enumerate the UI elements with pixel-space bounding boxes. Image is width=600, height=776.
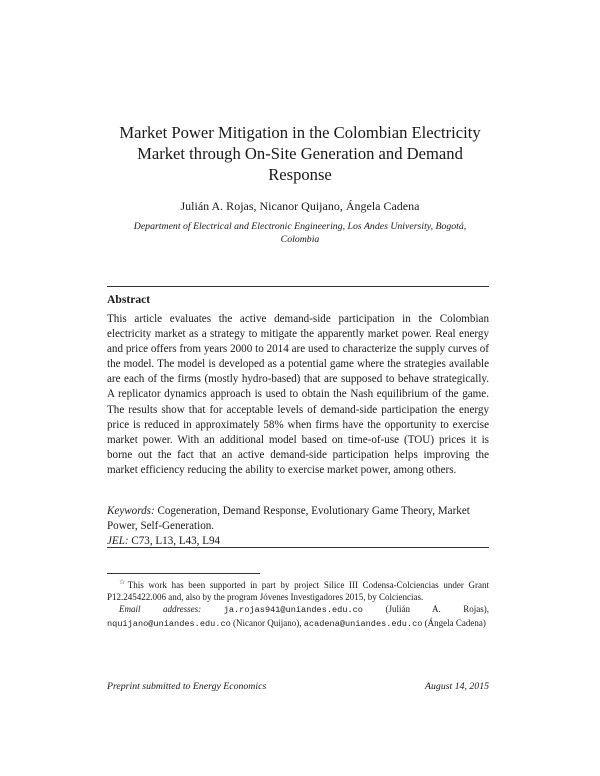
jel-codes: C73, L13, L43, L94 <box>131 535 221 548</box>
jel-label: JEL: <box>107 535 129 548</box>
abstract-body: This article evaluates the active demand-side participation in the Colombian electricity market as a strategy to mitigate the apparently market power. Real energy and price offers from years 2000 to 2014 are used to characterize the supply curves of the model. The model is developed as a potential game where the strategies available are each of the firms (mostly hydro-based) that are supposed to behave strategically. A replicator dynamics approach is used to obtain the Nash equilibrium of the game. The results show that for acceptable levels of demand-side participation the energy price is reduced in approximately 58% when firms have the opportunity to exercise market power. With an additional model based on time-of-use (TOU) prices it is borne out the fact that an active demand-side participation helps improving the market efficiency reducing the ability to exercise market power, among others. <box>107 313 489 476</box>
email-link-cadena[interactable]: acadena@uniandes.edu.co <box>303 618 423 629</box>
funding-text: This work has been supported in part by project Silice III Codensa-Colciencias under Grant P12.245422.006 and, also by the program Jóvenes Investigadores 2015, by Colciencias. <box>107 580 490 603</box>
title-line-2: Market through On-Site Generation and Demand <box>137 144 463 163</box>
footer-preprint-note: Preprint submitted to Energy Economics <box>107 681 267 692</box>
footer-date: August 14, 2015 <box>425 681 489 692</box>
email-name-cadena: (Ángela Cadena) <box>424 617 486 628</box>
title-line-1: Market Power Mitigation in the Colombian Electricity <box>119 123 481 142</box>
affiliation-line-2: Colombia <box>280 234 320 245</box>
title-line-3: Response <box>268 165 332 184</box>
keywords-label: Keywords: <box>107 505 155 517</box>
abstract-heading: Abstract <box>107 293 151 306</box>
affiliation <box>116 220 484 246</box>
email-footnote <box>107 603 489 629</box>
email-link-rojas[interactable]: ja.rojas941@uniandes.edu.co <box>223 605 363 616</box>
email-name-rojas: (Julián A. Rojas), <box>385 604 489 615</box>
footnote-rule <box>107 573 260 574</box>
footnote-marker: ☆ <box>119 578 128 586</box>
author-list: Julián A. Rojas, Nicanor Quijano, Ángela Cadena <box>180 199 420 213</box>
abstract-bottom-rule <box>107 547 489 548</box>
footnote <box>107 576 489 630</box>
page-footer <box>107 681 489 692</box>
funding-footnote <box>107 576 489 603</box>
email-name-quijano: (Nicanor Quijano), <box>233 617 302 628</box>
keywords-text: Cogeneration, Demand Response, Evolutionary Game Theory, Market Power, Self-Generation. <box>107 505 470 533</box>
abstract-top-rule <box>107 286 489 287</box>
email-link-quijano[interactable]: nquijano@uniandes.edu.co <box>107 618 231 629</box>
affiliation-line-1: Department of Electrical and Electronic Engineering, Los Andes University, Bogotá, <box>133 221 467 232</box>
keywords-block <box>107 504 489 549</box>
paper-title <box>100 122 500 185</box>
email-label: Email addresses: <box>119 604 202 615</box>
